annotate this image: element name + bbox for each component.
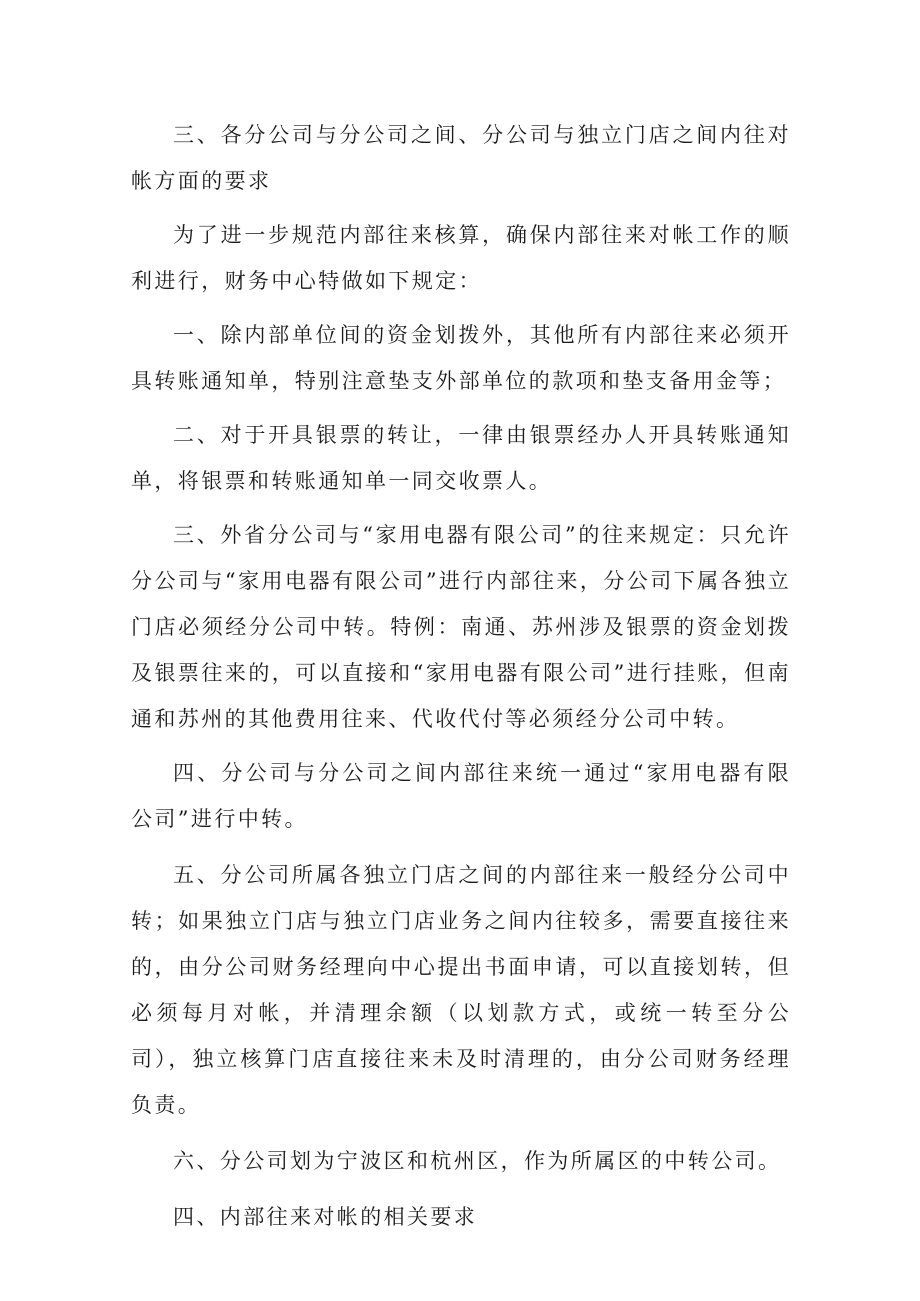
paragraph-intro: 为了进一步规范内部往来核算，确保内部往来对帐工作的顺利进行，财务中心特做如下规定：: [131, 223, 791, 293]
rule-item-6: 六、分公司划为宁波区和杭州区，作为所属区的中转公司。: [173, 1149, 782, 1173]
rule-item-4: 四、分公司与分公司之间内部往来统一通过“家用电器有限公司”进行中转。: [131, 761, 791, 831]
document-body: [131, 112, 791, 1240]
rule-item-5: 五、分公司所属各独立门店之间的内部往来一般经分公司中转；如果独立门店与独立门店业务之间内往较多，需要直接往来的，由分公司财务经理向中心提出书面申请，可以直接划转，但必须每月对帐，并清理余额（以划款方式，或统一转至分公司），独立核算门店直接往来未及时清理的，由分公司财务经理负责。: [131, 863, 791, 1117]
section-heading-3: 三、各分公司与分公司之间、分公司与独立门店之间内往对帐方面的要求: [131, 123, 791, 193]
rule-item-3: 三、外省分公司与“家用电器有限公司”的往来规定：只允许分公司与“家用电器有限公司”进行内部往来，分公司下属各独立门店必须经分公司中转。特例：南通、苏州涉及银票的资金划拨及银票往来的，可以直接和“家用电器有限公司”进行挂账，但南通和苏州的其他费用往来、代收代付等必须经分公司中转。: [131, 523, 791, 731]
section-heading-4: 四、内部往来对帐的相关要求: [173, 1205, 478, 1229]
rule-item-2: 二、对于开具银票的转让，一律由银票经办人开具转账通知单，将银票和转账通知单一同交收票人。: [131, 423, 791, 493]
rule-item-1: 一、除内部单位间的资金划拨外，其他所有内部往来必须开具转账通知单，特别注意垫支外部单位的款项和垫支备用金等；: [131, 323, 791, 393]
